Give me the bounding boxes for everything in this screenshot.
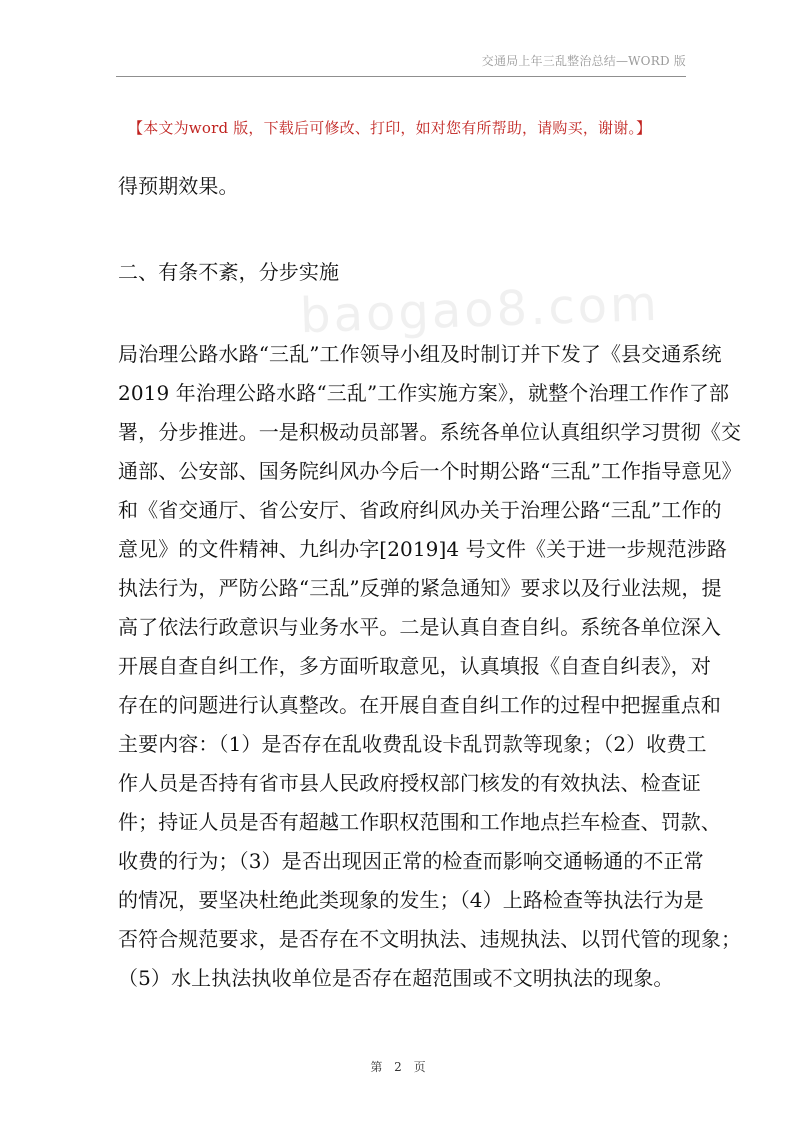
- page-number: 第 2 页: [370, 1060, 430, 1074]
- body-line: 执法行为，严防公路“三乱”反弹的紧急通知》要求以及行业法规，提: [118, 576, 722, 600]
- body-line: 开展自查自纠工作，多方面听取意见，认真填报《自查自纠表》，对: [118, 654, 711, 678]
- body-line: 收费的行为；（3）是否出现因正常的检查而影响交通畅通的不正常: [118, 849, 704, 873]
- body-line: 通部、公安部、国务院纠风办今后一个时期公路“三乱”工作指导意见》: [118, 459, 742, 483]
- body-line: 高了依法行政意识与业务水平。二是认真自查自纠。系统各单位深入: [118, 615, 721, 639]
- watermark: baogao8.com: [299, 275, 661, 345]
- page-header: [116, 48, 686, 77]
- body-line: 意见》的文件精神、九纠办字[2019]4 号文件《关于进一步规范涉路: [118, 537, 727, 561]
- body-line: 署，分步推进。一是积极动员部署。系统各单位认真组织学习贯彻《交: [118, 420, 742, 444]
- body-line: 2019 年治理公路水路“三乱”工作实施方案》，就整个治理工作作了部: [118, 381, 730, 405]
- body-line: 否符合规范要求，是否存在不文明执法、违规执法、以罚代管的现象；: [118, 927, 742, 951]
- body-line: 的情况，要坚决杜绝此类现象的发生；（4）上路检查等执法行为是: [118, 888, 704, 912]
- download-notice: 【本文为word 版，下载后可修改、打印，如对您有所帮助，请购买，谢谢。】: [128, 119, 652, 137]
- body-line: 和《省交通厅、省公安厅、省政府纠风办关于治理公路“三乱”工作的: [118, 498, 722, 522]
- body-line: 局治理公路水路“三乱”工作领导小组及时制订并下发了《县交通系统: [118, 342, 722, 366]
- body-line: 主要内容：（1）是否存在乱收费乱设卡乱罚款等现象；（2）收费工: [118, 732, 707, 756]
- body-line: （5）水上执法执收单位是否存在超范围或不文明执法的现象。: [118, 966, 674, 990]
- body-line: 得预期效果。: [118, 174, 239, 198]
- body-line: 存在的问题进行认真整改。在开展自查自纠工作的过程中把握重点和: [118, 693, 721, 717]
- body-line: 件；持证人员是否有超越工作职权范围和工作地点拦车检查、罚款、: [118, 810, 721, 834]
- document-title: 交通局上年三乱整治总结—WORD 版: [481, 54, 686, 68]
- section-heading: 二、有条不紊，分步实施: [118, 260, 340, 284]
- body-line: 作人员是否持有省市县人民政府授权部门核发的有效执法、检查证: [118, 771, 701, 795]
